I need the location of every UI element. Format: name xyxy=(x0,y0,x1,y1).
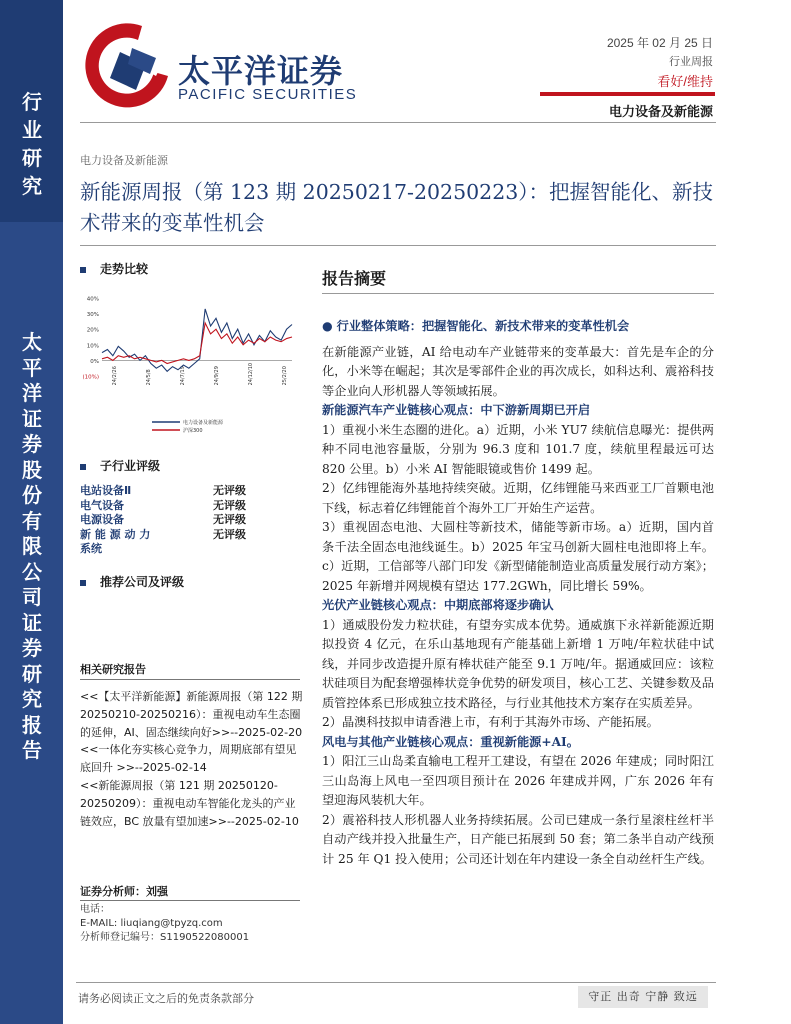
analyst-phone: 电话： xyxy=(80,904,110,915)
wind-point-2: 2）震裕科技人形机器人业务持续拓展。公司已建成一条行星滚柱丝杆半自动产线并投入批量生产，日产能已拓展到 50 套；第二条半自动产线预计 25 年 Q1 投入使用；公司还计划在年内建设一条全自动丝杆生产线。 xyxy=(322,812,714,866)
table-row xyxy=(80,528,300,543)
sidebar-top-panel xyxy=(0,0,63,222)
related-list xyxy=(80,688,305,830)
pv-point-2: 2）晶澳科技拟申请香港上市，有利于其海外市场、产能拓展。 xyxy=(322,715,659,729)
brand-name-cn: 太平洋证券 xyxy=(178,52,344,90)
summary-body xyxy=(322,317,714,869)
wind-point-1: 1）阳江三山岛柔直输电工程开工建设，有望在 2026 年建成；同时阳江三山岛海上风电一至四项目预计在 2026 年建成并网，广东 2026 年有望迎海风装机大年。 xyxy=(322,754,714,807)
sub-industry-rating: 无评级 xyxy=(213,498,246,512)
ev-point-1: 1）重视小米生态圈的进化。a）近期，小米 YU7 续航信息曝光：提供两种不同电池容量版，分别为 96.3 度和 101.7 度，续航里程最远可达 820 公里。b）小米 AI 智能眼镜或售价 1499 起。 xyxy=(322,422,714,476)
sidebar-bottom-panel xyxy=(0,222,63,1024)
analyst-reg: 分析师登记编号：S1190522080001 xyxy=(80,932,250,943)
strategy-paragraph: 在新能源产业链，AI 给电动车产业链带来的变革最大：首先是车企的分化，小米等在崛起；其次是零部件企业的再次成长，如科达利、震裕科技等企业向人形机器人等领域拓展。 xyxy=(322,344,714,398)
sub-industry-rating: 无评级 xyxy=(213,484,246,497)
related-heading: 相关研究报告 xyxy=(80,663,146,676)
table-row xyxy=(80,513,300,528)
legend-label: 电力设备及新能源 xyxy=(183,420,224,426)
sub-industry-name: 新 能 源 动 力 xyxy=(80,527,151,541)
y-tick-label: 20% xyxy=(86,327,99,334)
report-date: 2025 年 02 月 25 日 xyxy=(606,36,713,50)
analyst-divider xyxy=(80,900,300,901)
x-tick-label: 24/5/8 xyxy=(146,369,152,386)
analyst-heading: 证券分析师：刘强 xyxy=(80,885,168,898)
summary-divider xyxy=(322,293,714,294)
sub-industry-name: 电源设备 xyxy=(80,513,124,526)
table-row xyxy=(80,484,300,499)
trend-heading-text: 走势比较 xyxy=(100,262,149,276)
sub-industry-rating: 无评级 xyxy=(213,527,246,541)
sub-industry-rating xyxy=(213,542,300,557)
footer-divider xyxy=(76,982,716,983)
x-tick-label: 24/7/19 xyxy=(180,366,186,386)
trend-chart xyxy=(80,290,300,442)
y-tick-label: 30% xyxy=(86,312,99,319)
y-tick-label: 0% xyxy=(90,358,99,365)
related-report-link[interactable]: <<一体化夯实核心竞争力，周期底部有望见底回升 >>--2025-02-14 xyxy=(80,743,297,775)
x-tick-label: 25/2/20 xyxy=(282,366,288,386)
ev-heading: 新能源汽车产业链核心观点：中下游新周期已开启 xyxy=(322,403,591,417)
x-tick-label: 24/12/10 xyxy=(248,362,254,386)
square-bullet-icon xyxy=(80,267,86,273)
sub-industry-name: 电气设备 xyxy=(80,498,124,512)
brand-name-en: PACIFIC SECURITIES xyxy=(178,86,358,103)
industry-rating: 看好/维持 xyxy=(657,74,713,89)
report-type: 行业周报 xyxy=(669,56,713,68)
x-tick-label: 24/2/26 xyxy=(112,366,118,386)
strategy-heading xyxy=(322,317,714,337)
sub-industry-name: 电站设备Ⅱ xyxy=(80,484,132,497)
sub-industry-name: 系统 xyxy=(80,542,102,555)
square-bullet-icon xyxy=(80,580,86,586)
y-tick-label: 10% xyxy=(86,343,99,350)
related-report-link[interactable]: <<【太平洋新能源】新能源周报（第 122 期 20250210-20250216）：重视电动车生态圈的延伸，AI、固态继续向好>>--2025-02-20 xyxy=(80,690,303,739)
trend-heading xyxy=(80,260,148,277)
square-bullet-icon xyxy=(80,464,86,470)
recommend-heading-text: 推荐公司及评级 xyxy=(100,575,185,589)
related-report-link[interactable]: <<新能源周报（第 121 期 20250120-20250209）：重视电动车智能化龙头的产业链效应，BC 放量有望加速>>--2025-02-10 xyxy=(80,778,299,828)
table-row xyxy=(80,542,300,557)
sub-industry-heading-text: 子行业评级 xyxy=(100,459,161,473)
header-accent-bar xyxy=(540,92,715,96)
related-divider xyxy=(80,679,300,680)
sidebar-top-label: 行业研究 xyxy=(22,90,42,198)
table-row xyxy=(80,499,300,514)
summary-title: 报告摘要 xyxy=(322,269,387,288)
series-line xyxy=(102,309,292,371)
analyst-email[interactable]: E-MAIL: liuqiang@tpyzq.com xyxy=(80,918,223,929)
pv-point-1: 1）通威股份发力粒状硅，有望夯实成本优势。通威旗下永祥新能源近期拟投资 4 亿元，在乐山基地现有产能基础上新增 1 万吨/年粒状硅中试线，并同步改造提升原有棒状硅产能至 9.1 万吨/年。据通威回应：该粒状硅项目为配套增强棒状竞争优势的研发项目，核心工艺、关键参数及品质管控体系已形成独立技术路径，与行业其他技术方案存在实质差异。 xyxy=(322,617,714,710)
legend-label: 沪深300 xyxy=(183,428,203,434)
report-title: 新能源周报（第 123 期 20250217-20250223）：把握智能化、新技术带来的变革性机会 xyxy=(80,180,714,235)
sub-industry-table xyxy=(80,484,300,557)
footer-disclaimer: 请务必阅读正文之后的免责条款部分 xyxy=(78,992,254,1005)
recommend-heading xyxy=(80,573,184,590)
sub-industry-heading xyxy=(80,457,160,474)
strategy-heading-text: 行业整体策略：把握智能化、新技术带来的变革性机会 xyxy=(336,319,630,333)
category-label: 电力设备及新能源 xyxy=(80,154,168,167)
y-tick-label: (10%) xyxy=(82,374,99,381)
sidebar-bottom-label: 太平洋证券股份有限公司证券研究报告 xyxy=(22,330,42,762)
analyst-info xyxy=(80,903,249,945)
industry-name: 电力设备及新能源 xyxy=(608,105,713,120)
header-divider xyxy=(80,122,716,123)
circle-bullet-icon: ● xyxy=(322,319,333,333)
footer-motto: 守正 出奇 宁静 致远 xyxy=(578,986,708,1008)
y-tick-label: 40% xyxy=(86,296,99,303)
wind-heading: 风电与其他产业链核心观点：重视新能源+AI。 xyxy=(322,734,579,749)
title-divider xyxy=(80,245,716,246)
x-tick-label: 24/9/29 xyxy=(214,366,220,386)
series-line xyxy=(102,323,292,364)
pacific-logo-icon xyxy=(80,18,176,114)
sub-industry-rating: 无评级 xyxy=(213,513,246,526)
ev-point-2: 2）亿纬锂能海外基地持续突破。近期，亿纬锂能马来西亚工厂首颗电池下线，标志着亿纬锂能首个海外工厂开始生产运营。 xyxy=(322,481,714,515)
ev-point-3: 3）重视固态电池、大圆柱等新技术，储能等新市场。a）近期，国内首条千法全固态电池线诞生。b）2025 年宝马创新大圆柱电池即将上车。c）近期，工信部等八部门印发《新型储能制造业高质量发展行动方案》；2025 年新增并网规模有望达 177.2GWh，同比增长 59%。 xyxy=(322,520,714,593)
pv-heading: 光伏产业链核心观点：中期底部将逐步确认 xyxy=(322,598,554,612)
